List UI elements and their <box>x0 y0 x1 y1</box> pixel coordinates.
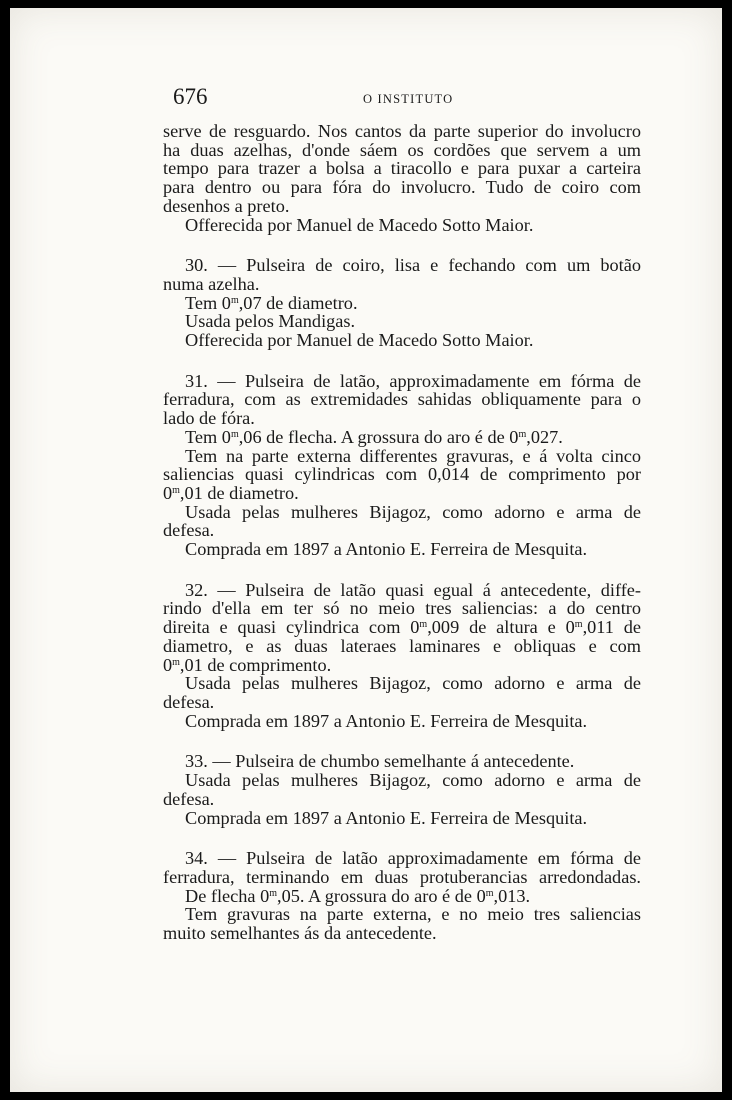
text-line: Tem 0$^m$,06 de flecha. A grossura do aro é de 0$^m$,027. <box>185 426 563 447</box>
entry-32 <box>163 581 641 731</box>
text-line: Tem 0$^m$,07 de diametro. <box>185 292 358 313</box>
text-line: 0$^m$,01 de diametro. <box>163 482 299 503</box>
text-line: direita e quasi cylindrica com 0$^m$,009 de altura e 0$^m$,011 de <box>163 617 642 638</box>
entry-heading: 31. — Pulseira de latão, approximadamente em fórma de <box>185 370 641 391</box>
entry-heading: 30. — Pulseira de coiro, lisa e fechando com um botão <box>185 255 641 276</box>
entry-33 <box>163 752 641 827</box>
entry-30 <box>163 256 641 350</box>
text-line: diametro, e as duas lateraes laminares e obliquas e com <box>163 635 641 656</box>
text-line: ferradura, terminando em duas protuberancias arredondadas. <box>163 866 641 887</box>
entry-continuation <box>163 122 641 234</box>
text-line: numa azelha. <box>163 273 260 294</box>
text-line: defesa. <box>163 520 215 541</box>
text-line: defesa. <box>163 788 215 809</box>
text-line: Tem gravuras na parte externa, e no meio tres saliencias <box>185 904 641 925</box>
text-line: Tem na parte externa differentes gravuras, e á volta cinco <box>185 445 641 466</box>
text-line: ferradura, com as extremidades sahidas obliquamente para o <box>163 389 641 410</box>
text-line: desenhos a preto. <box>163 195 290 216</box>
entry-heading: 33. — Pulseira de chumbo semelhante á antecedente. <box>185 751 575 772</box>
body-text <box>163 122 641 965</box>
text-line: serve de resguardo. Nos cantos da parte superior do involucro <box>163 121 641 141</box>
text-line: tempo para trazer a bolsa a tiracollo e para puxar a carteira <box>163 158 641 179</box>
text-line: rindo d'ella em ter só no meio tres saliencias: a do centro <box>163 598 641 619</box>
text-line: Comprada em 1897 a Antonio E. Ferreira de Mesquita. <box>185 807 588 828</box>
entry-34 <box>163 849 641 943</box>
text-line: De flecha 0$^m$,05. A grossura do aro é de 0$^m$,013. <box>185 885 531 906</box>
text-line: Comprada em 1897 a Antonio E. Ferreira de Mesquita. <box>185 710 588 731</box>
text-line: Usada pelos Mandigas. <box>185 311 356 332</box>
text-line: para dentro ou para fóra do involucro. Tudo de coiro com <box>163 177 641 198</box>
text-line: Usada pelas mulheres Bijagoz, como adorno e arma de <box>185 770 641 791</box>
text-line: muito semelhantes ás da antecedente. <box>163 923 437 944</box>
text-line: saliencias quasi cylindricas com 0,014 de comprimento por <box>163 464 641 485</box>
page-header <box>173 84 651 118</box>
page-number: 676 <box>173 84 208 109</box>
entry-heading: 32. — Pulseira de latão quasi egual á antecedente, diffe- <box>185 579 641 600</box>
running-head: O INSTITUTO <box>363 92 454 106</box>
text-line: lado de fóra. <box>163 408 255 429</box>
text-line: Usada pelas mulheres Bijagoz, como adorno e arma de <box>185 501 641 522</box>
entry-heading: 34. — Pulseira de latão approximadamente em fórma de <box>185 848 641 869</box>
text-line: ha duas azelhas, d'onde sáem os cordões que servem a um <box>163 139 641 160</box>
text-line: 0$^m$,01 de comprimento. <box>163 654 332 675</box>
entry-31 <box>163 372 641 559</box>
text-line: Offerecida por Manuel de Macedo Sotto Maior. <box>185 214 534 235</box>
text-line: Offerecida por Manuel de Macedo Sotto Maior. <box>185 330 534 351</box>
text-line: Usada pelas mulheres Bijagoz, como adorno e arma de <box>185 673 641 694</box>
text-line: Comprada em 1897 a Antonio E. Ferreira de Mesquita. <box>185 539 588 560</box>
text-line: defesa. <box>163 691 215 712</box>
